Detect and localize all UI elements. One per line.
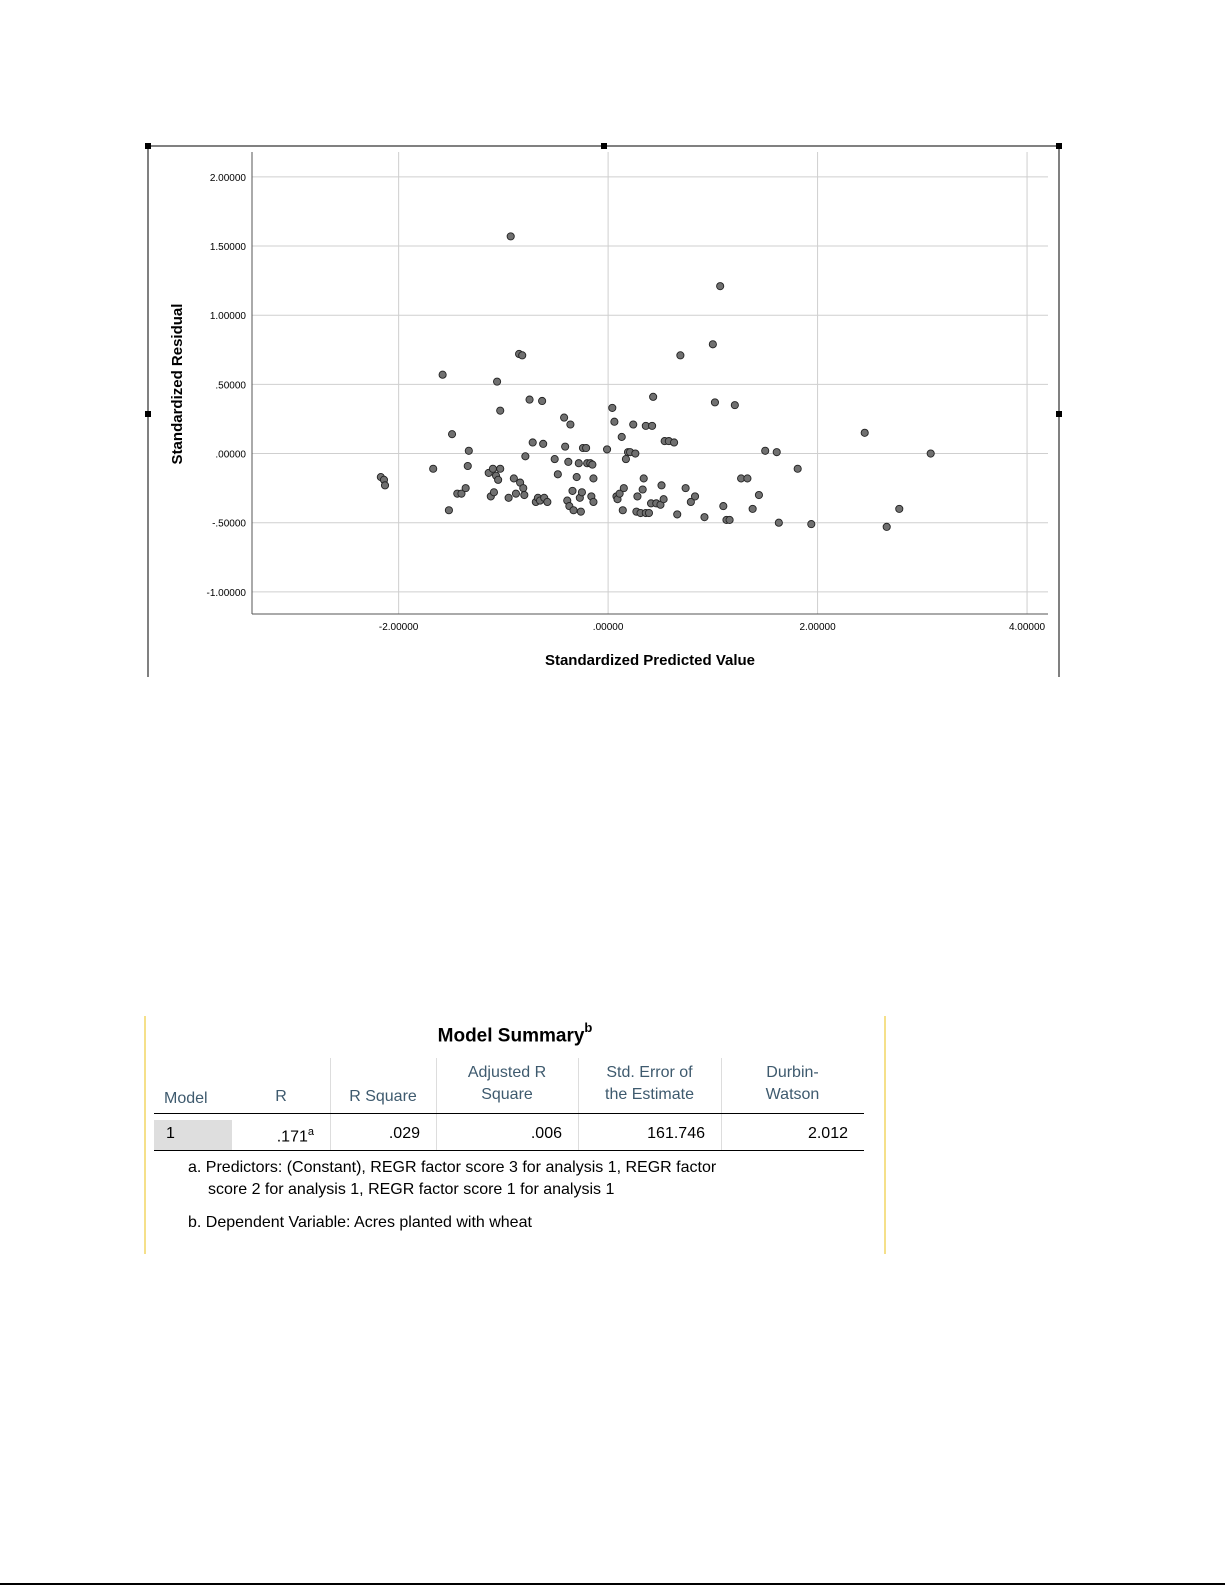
resize-handle-top-center[interactable] [601, 143, 607, 149]
data-point [731, 402, 738, 409]
data-point [639, 486, 646, 493]
data-point [720, 503, 727, 510]
table-title [146, 1022, 884, 1047]
y-tick-label: 2.00000 [209, 172, 246, 184]
y-tick-label: .50000 [215, 380, 246, 392]
data-point [505, 494, 512, 501]
data-point [520, 485, 527, 492]
data-point [658, 482, 665, 489]
model-summary-table [144, 1016, 886, 1254]
footnote-b: b. Dependent Variable: Acres planted with wheat [188, 1214, 532, 1231]
y-tick-label: -.50000 [212, 518, 246, 530]
data-points [377, 233, 934, 531]
data-point [554, 471, 561, 478]
scatter-plot [0, 0, 1225, 700]
table-title-superscript: b [584, 1020, 593, 1035]
data-point [709, 341, 716, 348]
data-point [717, 283, 724, 290]
data-point [645, 509, 652, 516]
header-std-error-line2: the Estimate [605, 1086, 694, 1103]
data-point [465, 447, 472, 454]
data-point [551, 455, 558, 462]
cell-model: 1 [166, 1125, 175, 1142]
data-point [493, 378, 500, 385]
x-tick-label: .00000 [592, 622, 624, 633]
y-tick-label: .00000 [215, 449, 246, 461]
data-point [464, 462, 471, 469]
data-point [577, 508, 584, 515]
data-point [448, 431, 455, 438]
y-tick-label: 1.00000 [209, 311, 246, 323]
x-tick-label: 2.00000 [799, 622, 836, 633]
data-point [569, 487, 576, 494]
data-point [762, 447, 769, 454]
data-point [682, 485, 689, 492]
resize-handle-top-left[interactable] [145, 143, 151, 149]
data-point [430, 465, 437, 472]
data-point [808, 520, 815, 527]
data-point [544, 498, 551, 505]
data-point [495, 476, 502, 483]
data-point [522, 453, 529, 460]
data-point [622, 455, 629, 462]
resize-handle-top-right[interactable] [1056, 143, 1062, 149]
data-point [634, 493, 641, 500]
data-point [539, 397, 546, 404]
data-point [512, 490, 519, 497]
grid-lines [252, 152, 1048, 614]
data-point [521, 491, 528, 498]
data-point [603, 446, 610, 453]
data-point [630, 421, 637, 428]
header-durbin-watson-line1: Durbin- [766, 1064, 819, 1081]
data-point [567, 421, 574, 428]
cell-adjusted-r-square: .006 [530, 1125, 562, 1142]
data-point [519, 352, 526, 359]
y-tick-label: 1.50000 [209, 242, 246, 254]
scatter-plot-frame [0, 0, 1225, 700]
cell-r-square: .029 [388, 1125, 420, 1142]
data-point [691, 493, 698, 500]
data-point [507, 233, 514, 240]
header-durbin-watson-line2: Watson [765, 1086, 820, 1103]
data-point [896, 505, 903, 512]
data-point [670, 439, 677, 446]
data-point [445, 507, 452, 514]
data-point [573, 473, 580, 480]
cell-r [232, 1121, 314, 1148]
data-point [540, 440, 547, 447]
x-axis-title: Standardized Predicted Value [544, 652, 756, 669]
y-tick-label: -1.00000 [206, 587, 246, 599]
footnote-a-line2: score 2 for analysis 1, REGR factor score 1 for analysis 1 [208, 1181, 615, 1198]
data-point [611, 418, 618, 425]
selection-frame[interactable] [145, 143, 1062, 677]
header-model: Model [164, 1090, 208, 1107]
data-point [575, 460, 582, 467]
data-point [794, 465, 801, 472]
data-point [497, 465, 504, 472]
data-point [755, 491, 762, 498]
cell-r-value: .171 [276, 1128, 308, 1146]
data-point [927, 450, 934, 457]
data-point [570, 507, 577, 514]
data-point [381, 482, 388, 489]
x-tick-label: 4.00000 [1008, 622, 1046, 633]
cell-durbin-watson: 2.012 [807, 1125, 848, 1142]
data-point [648, 422, 655, 429]
data-point [583, 444, 590, 451]
data-point [883, 523, 890, 530]
footnote-a-line1: a. Predictors: (Constant), REGR factor score 3 for analysis 1, REGR factor [188, 1159, 717, 1176]
data-point [590, 498, 597, 505]
data-point [490, 489, 497, 496]
data-point [773, 449, 780, 456]
data-point [861, 429, 868, 436]
cell-r-superscript: a [307, 1126, 314, 1138]
table-title-text: Model Summary [437, 1025, 585, 1047]
data-point [620, 485, 627, 492]
data-point [589, 461, 596, 468]
data-point [775, 519, 782, 526]
data-point [462, 485, 469, 492]
data-point [726, 516, 733, 523]
tick-labels [207, 173, 1046, 633]
data-point [650, 393, 657, 400]
table-bottom-rule [154, 1150, 864, 1151]
data-point [529, 439, 536, 446]
data-point [701, 514, 708, 521]
x-tick-label: -2.00000 [378, 622, 419, 633]
data-point [674, 511, 681, 518]
data-point [578, 489, 585, 496]
data-point [561, 414, 568, 421]
resize-handle-middle-right[interactable] [1056, 411, 1062, 417]
data-point [660, 496, 667, 503]
header-r-square: R Square [349, 1088, 417, 1105]
data-point [526, 396, 533, 403]
header-adjusted-r-square-line1: Adjusted R [467, 1064, 547, 1081]
data-point [497, 407, 504, 414]
data-point [677, 352, 684, 359]
data-point [619, 507, 626, 514]
header-adjusted-r-square-line2: Square [481, 1086, 533, 1103]
data-point [565, 458, 572, 465]
header-std-error-line1: Std. Error of [606, 1064, 693, 1081]
data-point [744, 475, 751, 482]
data-point [749, 505, 756, 512]
data-point [562, 443, 569, 450]
data-point [489, 465, 496, 472]
header-rule [154, 1113, 864, 1114]
data-point [609, 404, 616, 411]
data-point [439, 371, 446, 378]
data-point [590, 475, 597, 482]
data-point [632, 450, 639, 457]
data-point [711, 399, 718, 406]
data-point [640, 475, 647, 482]
y-axis-title: Standardized Residual [169, 303, 186, 465]
header-r: R [275, 1088, 287, 1105]
data-point [510, 475, 517, 482]
data-point [618, 433, 625, 440]
resize-handle-middle-left[interactable] [145, 411, 151, 417]
cell-std-error: 161.746 [647, 1125, 705, 1142]
axes [252, 152, 1048, 614]
